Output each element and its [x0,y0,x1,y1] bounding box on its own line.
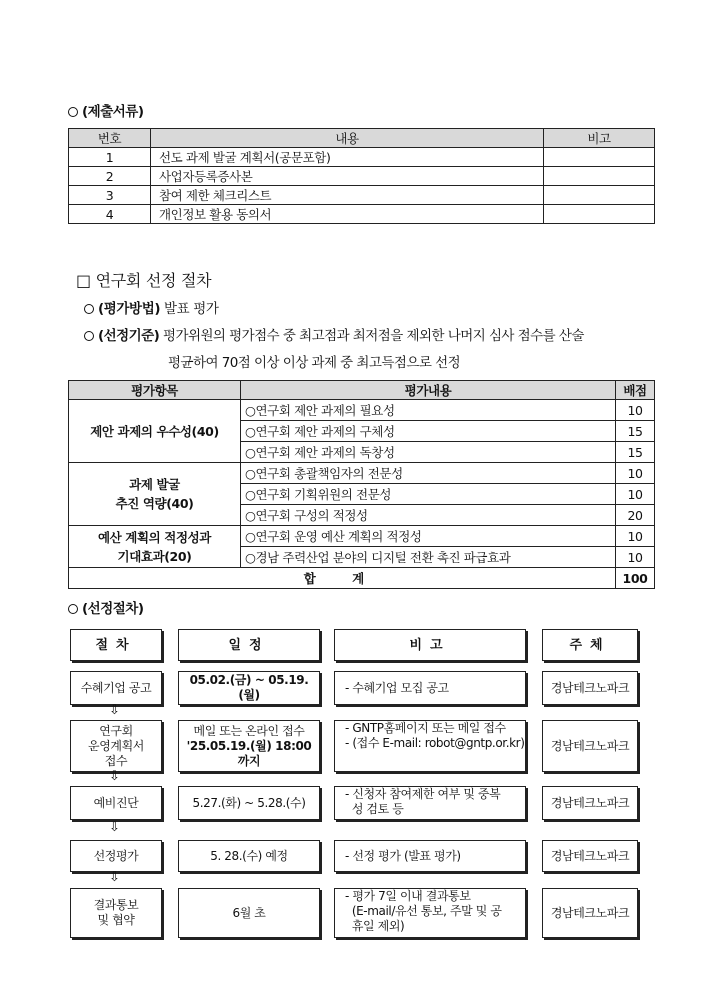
step-cell: 선정평가 [70,840,162,872]
table-row [69,400,655,421]
row-no: 2 [69,167,151,186]
note-cell [334,786,526,820]
header-score: 배점 [616,381,655,400]
down-arrow-icon: ⇩ [109,870,120,885]
down-arrow-icon: ⇩ [109,703,120,718]
score-cell: 10 [616,463,655,484]
row-note [544,205,655,224]
process-header-schedule: 일정 [178,629,320,661]
header-content: 내용 [151,129,544,148]
criteria-text: 평가위원의 평가점수 중 최고점과 최저점을 제외한 나머지 심사 점수를 산술 [162,328,584,344]
note-cell [334,888,526,938]
header-category: 평가항목 [69,381,241,400]
schedule-line: 메일 또는 온라인 접수 [193,723,305,738]
total-score: 100 [616,568,655,589]
table-row [69,167,655,186]
criteria-label: (선정기준) [98,328,160,344]
category-cell: 제안 과제의 우수성(40) [69,400,241,463]
category-line: 예산 계획의 적정성과 [98,529,211,545]
submission-docs-table [68,128,655,224]
row-no: 1 [69,148,151,167]
circle-bullet-icon [84,331,94,341]
row-note [544,186,655,205]
process-section-title: (선정절차) [68,597,144,617]
owner-cell: 경남테크노파크 [542,720,638,772]
category-cell [69,526,241,568]
schedule-cell [178,720,320,772]
step-cell [70,720,162,772]
row-no: 3 [69,186,151,205]
header-no: 번호 [69,129,151,148]
score-cell: 10 [616,400,655,421]
item-cell: ○연구회 제안 과제의 구체성 [241,421,616,442]
row-note [544,148,655,167]
schedule-cell: 5. 28.(수) 예정 [178,840,320,872]
score-cell: 15 [616,442,655,463]
step-line: 및 협약 [97,913,135,927]
circle-bullet-icon [84,304,94,314]
step-cell: 수혜기업 공고 [70,671,162,705]
step-cell [70,888,162,938]
score-cell: 10 [616,526,655,547]
schedule-cell: 6월 초 [178,888,320,938]
note-line: - 신청자 참여제한 여부 및 중복 [345,787,501,801]
item-cell: ○연구회 총괄책임자의 전문성 [241,463,616,484]
item-cell: ○연구회 기획위원의 전문성 [241,484,616,505]
step-line: 결과통보 [93,898,139,912]
row-no: 4 [69,205,151,224]
category-line: 기대효과(20) [117,548,192,564]
note-line: 성 검토 등 [345,802,404,816]
evaluation-criteria-table [68,380,655,589]
schedule-line: '25.05.19.(월) 18:00 [186,738,312,753]
schedule-cell: 05.02.(금) ~ 05.19.(월) [178,671,320,705]
note-line: 휴일 제외) [345,919,405,933]
process-header-step: 절차 [70,629,162,661]
score-cell: 10 [616,547,655,568]
table-row [69,526,655,547]
row-content: 선도 과제 발굴 계획서(공문포함) [151,148,544,167]
note-line: - GNTP홈페이지 또는 메일 접수 [345,721,506,735]
table-row [69,463,655,484]
table-header-row [69,129,655,148]
score-cell: 15 [616,421,655,442]
schedule-cell: 5.27.(화) ~ 5.28.(수) [178,786,320,820]
step-line: 접수 [104,753,128,768]
category-line: 과제 발굴 [129,477,180,492]
method-text: 발표 평가 [164,301,219,317]
owner-cell: 경남테크노파크 [542,671,638,705]
header-content: 평가내용 [241,381,616,400]
down-arrow-icon: ⇩ [109,820,120,835]
row-content: 사업자등록증사본 [151,167,544,186]
row-note [544,167,655,186]
circle-bullet-icon [68,604,78,614]
note-cell: - 선정 평가 (발표 평가) [334,840,526,872]
total-label: 합 계 [69,568,616,589]
selection-criteria-line-2: 평균하여 70점 이상 이상 과제 중 최고득점으로 선정 [168,355,461,371]
step-cell: 예비진단 [70,786,162,820]
table-row [69,205,655,224]
score-cell: 20 [616,505,655,526]
item-cell: ○연구회 제안 과제의 필요성 [241,400,616,421]
note-cell: - 수혜기업 모집 공고 [334,671,526,705]
evaluation-method-line [84,297,218,317]
category-line: 추진 역량(40) [115,496,194,511]
category-cell [69,463,241,526]
row-content: 참여 제한 체크리스트 [151,186,544,205]
step-line: 연구회 [99,723,133,738]
circle-bullet-icon [68,107,78,117]
docs-section-title: (제출서류) [68,100,144,120]
schedule-line: 까지 [237,753,261,768]
item-cell: ○연구회 구성의 적정성 [241,505,616,526]
item-cell: ○연구회 운영 예산 계획의 적정성 [241,526,616,547]
score-cell: 10 [616,484,655,505]
note-cell [334,720,526,772]
selection-criteria-line [84,324,584,344]
down-arrow-icon: ⇩ [109,769,120,784]
owner-cell: 경남테크노파크 [542,840,638,872]
note-line: - 평가 7일 이내 결과통보 [345,889,471,903]
process-header-owner: 주체 [542,629,638,661]
table-header-row [69,381,655,400]
note-line: - (접수 E-mail: robot@gntp.or.kr) [345,736,525,750]
selection-section-title: □ 연구회 선정 절차 [76,271,212,290]
item-cell: ○연구회 제안 과제의 독창성 [241,442,616,463]
owner-cell: 경남테크노파크 [542,888,638,938]
item-cell: ○경남 주력산업 분야의 디지털 전환 촉진 파급효과 [241,547,616,568]
row-content: 개인정보 활용 동의서 [151,205,544,224]
table-row [69,186,655,205]
owner-cell: 경남테크노파크 [542,786,638,820]
process-header-note: 비고 [334,629,526,661]
header-note: 비고 [544,129,655,148]
step-line: 운영계획서 [88,738,144,753]
method-label: (평가방법) [98,301,161,317]
table-row [69,148,655,167]
note-line: (E-mail/유선 통보, 주말 및 공 [345,904,502,918]
table-total-row [69,568,655,589]
